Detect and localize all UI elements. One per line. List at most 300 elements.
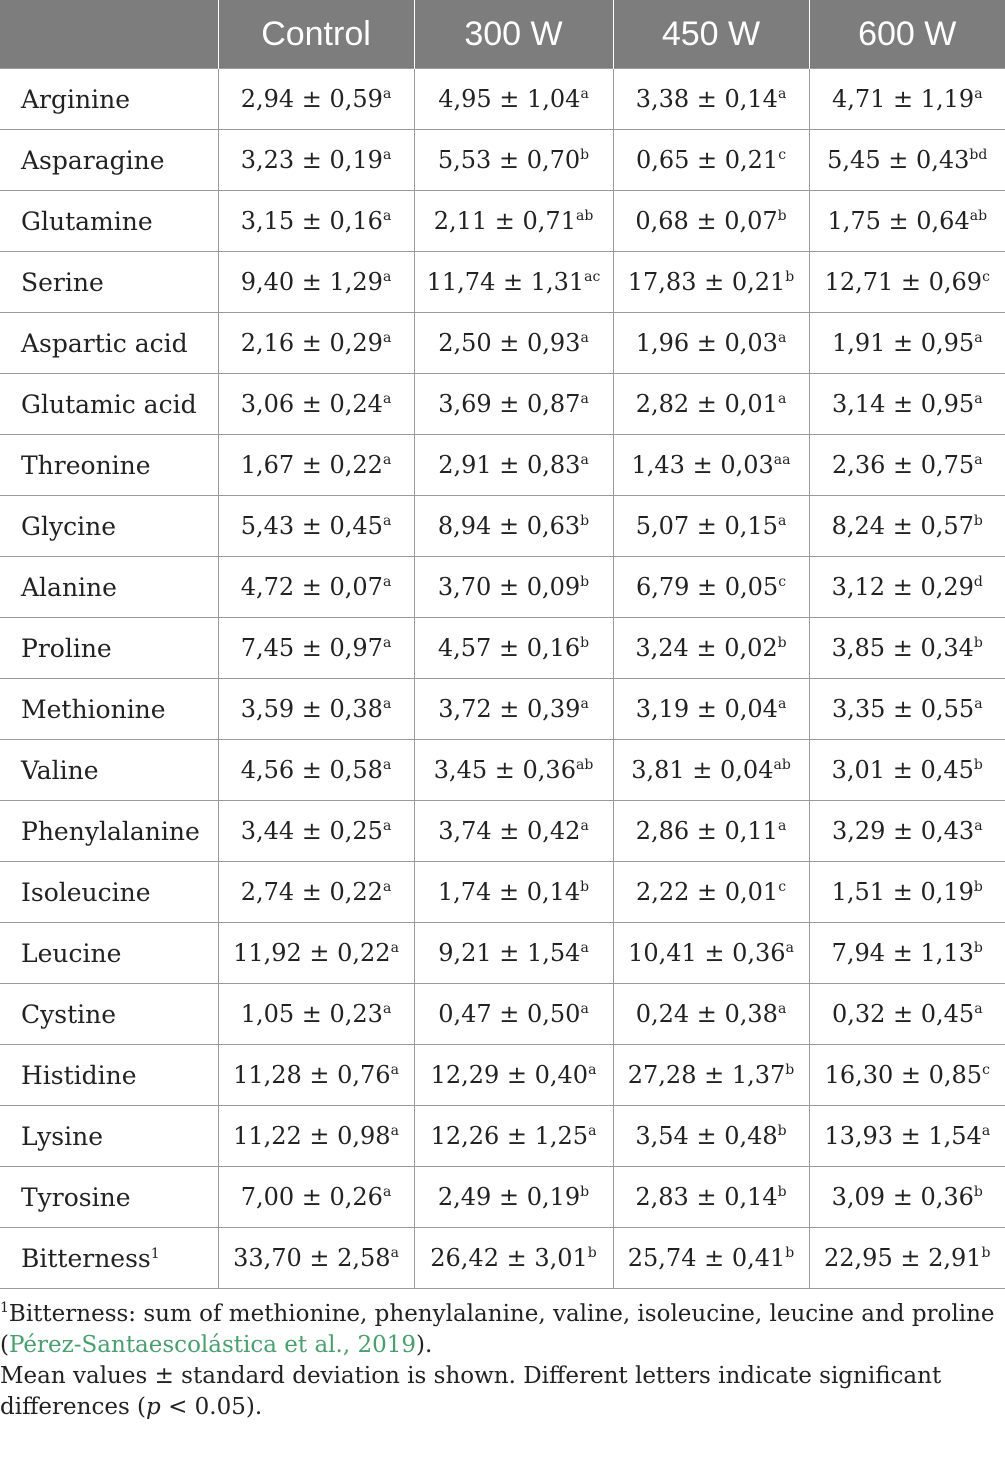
- value-cell: [809, 801, 1005, 862]
- row-label: [0, 191, 218, 252]
- significance-letter: a: [390, 1245, 399, 1261]
- value-text: 22,95 ± 2,91: [824, 1244, 982, 1272]
- significance-letter: a: [580, 696, 589, 712]
- value-cell: [218, 1167, 414, 1228]
- value-text: 3,24 ± 0,02: [635, 634, 778, 662]
- significance-letter: a: [382, 147, 392, 163]
- value-text: 12,71 ± 0,69: [824, 268, 983, 296]
- value-text: 0,68 ± 0,07: [635, 207, 778, 235]
- significance-letter: a: [580, 818, 589, 834]
- row-label: [0, 1167, 218, 1228]
- value-text: 3,15 ± 0,16: [240, 207, 383, 235]
- significance-letter: a: [382, 330, 392, 346]
- value-cell: [809, 557, 1005, 618]
- row-label: [0, 1045, 218, 1106]
- value-cell: [218, 679, 414, 740]
- value-text: 2,86 ± 0,11: [635, 817, 778, 845]
- value-text: 0,24 ± 0,38: [635, 1000, 778, 1028]
- table-row: [0, 252, 1005, 313]
- value-cell: [218, 313, 414, 374]
- significance-letter: b: [785, 1062, 795, 1078]
- footnote-mean-end: < 0.05).: [160, 1394, 263, 1420]
- significance-letter: a: [382, 513, 392, 529]
- significance-letter: a: [382, 1001, 392, 1017]
- header-row: [0, 0, 1005, 69]
- value-cell: [809, 435, 1005, 496]
- value-text: 4,95 ± 1,04: [438, 85, 581, 113]
- row-label: [0, 984, 218, 1045]
- value-cell: [414, 740, 613, 801]
- significance-letter: ab: [575, 208, 594, 224]
- header-control: Control: [218, 0, 414, 69]
- header-600w: 600 W: [809, 0, 1005, 69]
- value-cell: [809, 618, 1005, 679]
- value-cell: [414, 984, 613, 1045]
- significance-letter: a: [382, 452, 392, 468]
- significance-letter: a: [974, 818, 983, 834]
- value-cell: [613, 740, 809, 801]
- significance-letter: b: [973, 757, 983, 773]
- footnote-p-symbol: p: [146, 1394, 161, 1420]
- value-cell: [613, 1106, 809, 1167]
- significance-letter: a: [777, 818, 787, 834]
- value-cell: [809, 191, 1005, 252]
- table-row: [0, 923, 1005, 984]
- value-text: 27,28 ± 1,37: [627, 1061, 786, 1089]
- significance-letter: bd: [969, 147, 988, 163]
- row-label: [0, 801, 218, 862]
- row-label-text: Arginine: [21, 84, 130, 114]
- value-text: 2,83 ± 0,14: [635, 1183, 778, 1211]
- value-cell: [613, 801, 809, 862]
- citation-link[interactable]: Pérez-Santaescolástica et al., 2019: [8, 1332, 416, 1358]
- significance-letter: aa: [773, 452, 791, 468]
- row-label: [0, 313, 218, 374]
- significance-letter: a: [580, 452, 589, 468]
- significance-letter: a: [777, 86, 787, 102]
- significance-letter: c: [982, 1062, 990, 1078]
- value-cell: [613, 1167, 809, 1228]
- value-cell: [414, 1167, 613, 1228]
- value-text: 5,45 ± 0,43: [827, 146, 970, 174]
- value-cell: [414, 435, 613, 496]
- significance-letter: a: [588, 1062, 597, 1078]
- row-label: [0, 374, 218, 435]
- significance-letter: b: [981, 1245, 991, 1261]
- significance-letter: b: [777, 1184, 787, 1200]
- value-cell: [613, 984, 809, 1045]
- significance-letter: a: [974, 1001, 983, 1017]
- row-label-text: Isoleucine: [21, 877, 151, 907]
- significance-letter: a: [974, 330, 983, 346]
- significance-letter: a: [580, 330, 589, 346]
- value-text: 3,45 ± 0,36: [433, 756, 576, 784]
- value-cell: [414, 618, 613, 679]
- value-text: 4,57 ± 0,16: [437, 634, 581, 662]
- value-cell: [613, 679, 809, 740]
- row-label: [0, 1228, 218, 1289]
- footnote-mean-values: [0, 1361, 1005, 1423]
- significance-letter: a: [785, 940, 794, 956]
- value-cell: [218, 191, 414, 252]
- value-text: 10,41 ± 0,36: [628, 939, 786, 967]
- value-text: 8,24 ± 0,57: [831, 512, 974, 540]
- table-row: [0, 740, 1005, 801]
- significance-letter: a: [382, 1184, 392, 1200]
- value-cell: [218, 984, 414, 1045]
- significance-letter: b: [580, 147, 590, 163]
- row-label: [0, 435, 218, 496]
- value-text: 3,06 ± 0,24: [240, 390, 383, 418]
- value-text: 11,92 ± 0,22: [233, 939, 391, 967]
- value-text: 2,74 ± 0,22: [240, 878, 383, 906]
- value-cell: [809, 1106, 1005, 1167]
- significance-letter: c: [778, 147, 787, 163]
- significance-letter: b: [785, 269, 795, 285]
- value-cell: [218, 374, 414, 435]
- table-row: [0, 435, 1005, 496]
- value-cell: [218, 69, 414, 130]
- significance-letter: b: [580, 879, 590, 895]
- value-text: 3,54 ± 0,48: [635, 1122, 778, 1150]
- table-row: [0, 679, 1005, 740]
- significance-letter: a: [580, 940, 589, 956]
- row-label: [0, 130, 218, 191]
- value-cell: [809, 740, 1005, 801]
- value-cell: [613, 374, 809, 435]
- value-cell: [613, 1228, 809, 1289]
- value-cell: [613, 557, 809, 618]
- row-label-text: Valine: [21, 755, 99, 785]
- value-text: 2,82 ± 0,01: [635, 390, 778, 418]
- value-text: 3,35 ± 0,55: [831, 695, 975, 723]
- value-cell: [613, 496, 809, 557]
- significance-letter: b: [580, 1184, 590, 1200]
- significance-letter: a: [580, 391, 589, 407]
- value-text: 1,74 ± 0,14: [437, 878, 581, 906]
- value-cell: [414, 679, 613, 740]
- value-text: 11,74 ± 1,31: [426, 268, 585, 296]
- significance-letter: a: [382, 879, 392, 895]
- value-text: 2,16 ± 0,29: [240, 329, 383, 357]
- significance-letter: a: [974, 391, 983, 407]
- value-text: 3,38 ± 0,14: [635, 85, 778, 113]
- value-text: 4,71 ± 1,19: [831, 85, 975, 113]
- table-row: [0, 313, 1005, 374]
- value-text: 3,44 ± 0,25: [240, 817, 383, 845]
- row-label-text: Serine: [21, 267, 104, 297]
- value-cell: [414, 862, 613, 923]
- significance-letter: a: [382, 391, 392, 407]
- row-label: [0, 923, 218, 984]
- value-cell: [414, 69, 613, 130]
- row-label: [0, 679, 218, 740]
- row-label: [0, 740, 218, 801]
- value-text: 1,96 ± 0,03: [635, 329, 778, 357]
- significance-letter: a: [390, 940, 399, 956]
- row-label-text: Histidine: [21, 1060, 137, 1090]
- significance-letter: b: [580, 574, 590, 590]
- value-cell: [218, 557, 414, 618]
- row-label-text: Tyrosine: [21, 1182, 131, 1212]
- value-text: 4,56 ± 0,58: [240, 756, 383, 784]
- significance-letter: a: [777, 513, 787, 529]
- value-text: 3,01 ± 0,45: [831, 756, 974, 784]
- significance-letter: b: [973, 940, 983, 956]
- footnote-ref: 1: [150, 1245, 160, 1262]
- significance-letter: a: [974, 86, 983, 102]
- value-cell: [613, 435, 809, 496]
- footnotes: [0, 1289, 1005, 1423]
- row-label-text: Phenylalanine: [21, 816, 200, 846]
- value-cell: [809, 252, 1005, 313]
- value-cell: [613, 923, 809, 984]
- value-text: 7,45 ± 0,97: [240, 634, 383, 662]
- value-text: 3,72 ± 0,39: [438, 695, 581, 723]
- value-text: 2,36 ± 0,75: [831, 451, 975, 479]
- significance-letter: a: [777, 1001, 787, 1017]
- significance-letter: a: [382, 208, 392, 224]
- significance-letter: b: [580, 513, 590, 529]
- value-text: 3,19 ± 0,04: [635, 695, 778, 723]
- value-cell: [218, 496, 414, 557]
- header-450w: 450 W: [613, 0, 809, 69]
- value-cell: [613, 313, 809, 374]
- value-text: 1,67 ± 0,22: [240, 451, 383, 479]
- row-label: [0, 69, 218, 130]
- value-text: 25,74 ± 0,41: [627, 1244, 786, 1272]
- significance-letter: a: [382, 696, 392, 712]
- value-text: 3,12 ± 0,29: [831, 573, 974, 601]
- value-cell: [218, 1106, 414, 1167]
- table-row: [0, 557, 1005, 618]
- row-label-text: Glutamic acid: [21, 389, 197, 419]
- table-row: [0, 130, 1005, 191]
- value-cell: [218, 130, 414, 191]
- value-cell: [613, 69, 809, 130]
- value-cell: [613, 618, 809, 679]
- significance-letter: a: [390, 1062, 399, 1078]
- value-cell: [809, 984, 1005, 1045]
- significance-letter: ab: [575, 757, 594, 773]
- significance-letter: b: [973, 879, 983, 895]
- value-cell: [613, 862, 809, 923]
- value-text: 9,40 ± 1,29: [240, 268, 383, 296]
- value-text: 4,72 ± 0,07: [240, 573, 383, 601]
- row-label-text: Aspartic acid: [21, 328, 188, 358]
- value-text: 0,65 ± 0,21: [635, 146, 779, 174]
- row-label-text: Proline: [21, 633, 112, 663]
- value-text: 7,94 ± 1,13: [831, 939, 974, 967]
- value-cell: [809, 313, 1005, 374]
- significance-letter: b: [580, 635, 590, 651]
- value-text: 3,81 ± 0,04: [631, 756, 774, 784]
- significance-letter: a: [382, 635, 392, 651]
- value-text: 11,28 ± 0,76: [233, 1061, 391, 1089]
- value-text: 26,42 ± 3,01: [430, 1244, 588, 1272]
- value-text: 3,23 ± 0,19: [240, 146, 383, 174]
- significance-letter: b: [777, 1123, 787, 1139]
- value-cell: [414, 923, 613, 984]
- value-text: 3,14 ± 0,95: [831, 390, 975, 418]
- value-text: 2,94 ± 0,59: [240, 85, 383, 113]
- significance-letter: a: [777, 330, 787, 346]
- row-label-text: Threonine: [21, 450, 151, 480]
- value-text: 3,74 ± 0,42: [438, 817, 581, 845]
- value-text: 16,30 ± 0,85: [824, 1061, 983, 1089]
- value-cell: [218, 618, 414, 679]
- table-row: [0, 1045, 1005, 1106]
- significance-letter: b: [973, 513, 983, 529]
- value-cell: [414, 801, 613, 862]
- value-text: 0,47 ± 0,50: [438, 1000, 581, 1028]
- value-text: 3,69 ± 0,87: [438, 390, 581, 418]
- value-text: 3,59 ± 0,38: [240, 695, 383, 723]
- value-text: 3,29 ± 0,43: [831, 817, 975, 845]
- value-cell: [218, 923, 414, 984]
- significance-letter: c: [982, 269, 990, 285]
- value-cell: [613, 1045, 809, 1106]
- significance-letter: ab: [773, 757, 791, 773]
- significance-letter: b: [777, 635, 787, 651]
- value-cell: [809, 1167, 1005, 1228]
- value-cell: [809, 130, 1005, 191]
- row-label: [0, 862, 218, 923]
- value-text: 12,29 ± 0,40: [430, 1061, 589, 1089]
- value-text: 2,50 ± 0,93: [438, 329, 581, 357]
- value-text: 1,43 ± 0,03: [631, 451, 774, 479]
- value-text: 13,93 ± 1,54: [824, 1122, 982, 1150]
- footnote-bitterness-end: ).: [416, 1332, 433, 1358]
- value-cell: [218, 435, 414, 496]
- significance-letter: c: [778, 574, 787, 590]
- row-label-text: Cystine: [21, 999, 117, 1029]
- value-text: 6,79 ± 0,05: [635, 573, 779, 601]
- row-label: [0, 557, 218, 618]
- value-text: 5,07 ± 0,15: [635, 512, 778, 540]
- value-cell: [414, 1045, 613, 1106]
- value-cell: [809, 69, 1005, 130]
- row-label-text: Alanine: [21, 572, 117, 602]
- table-row: [0, 374, 1005, 435]
- footnote-bitterness-text: Bitterness: sum of methionine, phenylalanine, valine, isoleucine, leucine and proline (: [0, 1301, 995, 1358]
- value-text: 3,85 ± 0,34: [831, 634, 974, 662]
- significance-letter: a: [390, 1123, 399, 1139]
- significance-letter: b: [587, 1245, 597, 1261]
- value-cell: [414, 557, 613, 618]
- table-row: [0, 618, 1005, 679]
- significance-letter: c: [778, 879, 787, 895]
- row-label: [0, 618, 218, 679]
- footnote-mean-text: Mean values ± standard deviation is shown. Different letters indicate significant differences (: [0, 1363, 942, 1420]
- value-cell: [809, 923, 1005, 984]
- value-text: 2,11 ± 0,71: [433, 207, 576, 235]
- value-text: 5,53 ± 0,70: [437, 146, 581, 174]
- table-row: [0, 862, 1005, 923]
- significance-letter: a: [580, 86, 589, 102]
- table-row: [0, 191, 1005, 252]
- value-text: 11,22 ± 0,98: [233, 1122, 391, 1150]
- value-text: 2,22 ± 0,01: [635, 878, 779, 906]
- row-label: [0, 252, 218, 313]
- row-label-text: Leucine: [21, 938, 122, 968]
- value-text: 2,91 ± 0,83: [438, 451, 581, 479]
- significance-letter: ac: [584, 269, 601, 285]
- value-text: 8,94 ± 0,63: [437, 512, 581, 540]
- header-empty: [0, 0, 218, 69]
- value-text: 1,51 ± 0,19: [831, 878, 974, 906]
- value-cell: [613, 252, 809, 313]
- value-cell: [414, 191, 613, 252]
- table-row: [0, 69, 1005, 130]
- row-label-text: Glycine: [21, 511, 116, 541]
- significance-letter: a: [382, 86, 392, 102]
- significance-letter: a: [588, 1123, 597, 1139]
- footnote-bitterness: [0, 1299, 1005, 1361]
- table-row: [0, 1167, 1005, 1228]
- value-text: 2,49 ± 0,19: [437, 1183, 581, 1211]
- value-cell: [218, 740, 414, 801]
- value-text: 7,00 ± 0,26: [240, 1183, 383, 1211]
- value-cell: [809, 374, 1005, 435]
- table-row: [0, 1228, 1005, 1289]
- value-text: 1,05 ± 0,23: [240, 1000, 383, 1028]
- significance-letter: a: [974, 696, 983, 712]
- significance-letter: ab: [969, 208, 988, 224]
- value-text: 3,09 ± 0,36: [831, 1183, 974, 1211]
- significance-letter: a: [777, 391, 787, 407]
- value-cell: [613, 130, 809, 191]
- value-cell: [218, 801, 414, 862]
- row-label: [0, 496, 218, 557]
- value-text: 33,70 ± 2,58: [233, 1244, 391, 1272]
- value-cell: [414, 313, 613, 374]
- value-cell: [414, 252, 613, 313]
- value-cell: [218, 1045, 414, 1106]
- significance-letter: a: [974, 452, 983, 468]
- value-cell: [218, 252, 414, 313]
- header-300w: 300 W: [414, 0, 613, 69]
- table-row: [0, 801, 1005, 862]
- significance-letter: d: [973, 574, 983, 590]
- value-text: 12,26 ± 1,25: [430, 1122, 589, 1150]
- value-cell: [809, 1228, 1005, 1289]
- significance-letter: a: [382, 818, 392, 834]
- row-label-text: Asparagine: [21, 145, 165, 175]
- significance-letter: a: [777, 696, 787, 712]
- value-text: 0,32 ± 0,45: [831, 1000, 975, 1028]
- value-cell: [414, 374, 613, 435]
- value-cell: [809, 1045, 1005, 1106]
- value-cell: [809, 496, 1005, 557]
- row-label-text: Lysine: [21, 1121, 104, 1151]
- significance-letter: a: [382, 269, 392, 285]
- significance-letter: b: [785, 1245, 795, 1261]
- value-cell: [613, 191, 809, 252]
- value-text: 1,75 ± 0,64: [827, 207, 970, 235]
- value-text: 9,21 ± 1,54: [438, 939, 581, 967]
- row-label-text: Bitterness: [21, 1243, 151, 1273]
- table-row: [0, 496, 1005, 557]
- value-text: 1,91 ± 0,95: [831, 329, 975, 357]
- significance-letter: b: [777, 208, 787, 224]
- row-label-text: Methionine: [21, 694, 166, 724]
- table-row: [0, 1106, 1005, 1167]
- value-cell: [809, 679, 1005, 740]
- significance-letter: a: [580, 1001, 589, 1017]
- value-text: 17,83 ± 0,21: [627, 268, 786, 296]
- significance-letter: a: [981, 1123, 991, 1139]
